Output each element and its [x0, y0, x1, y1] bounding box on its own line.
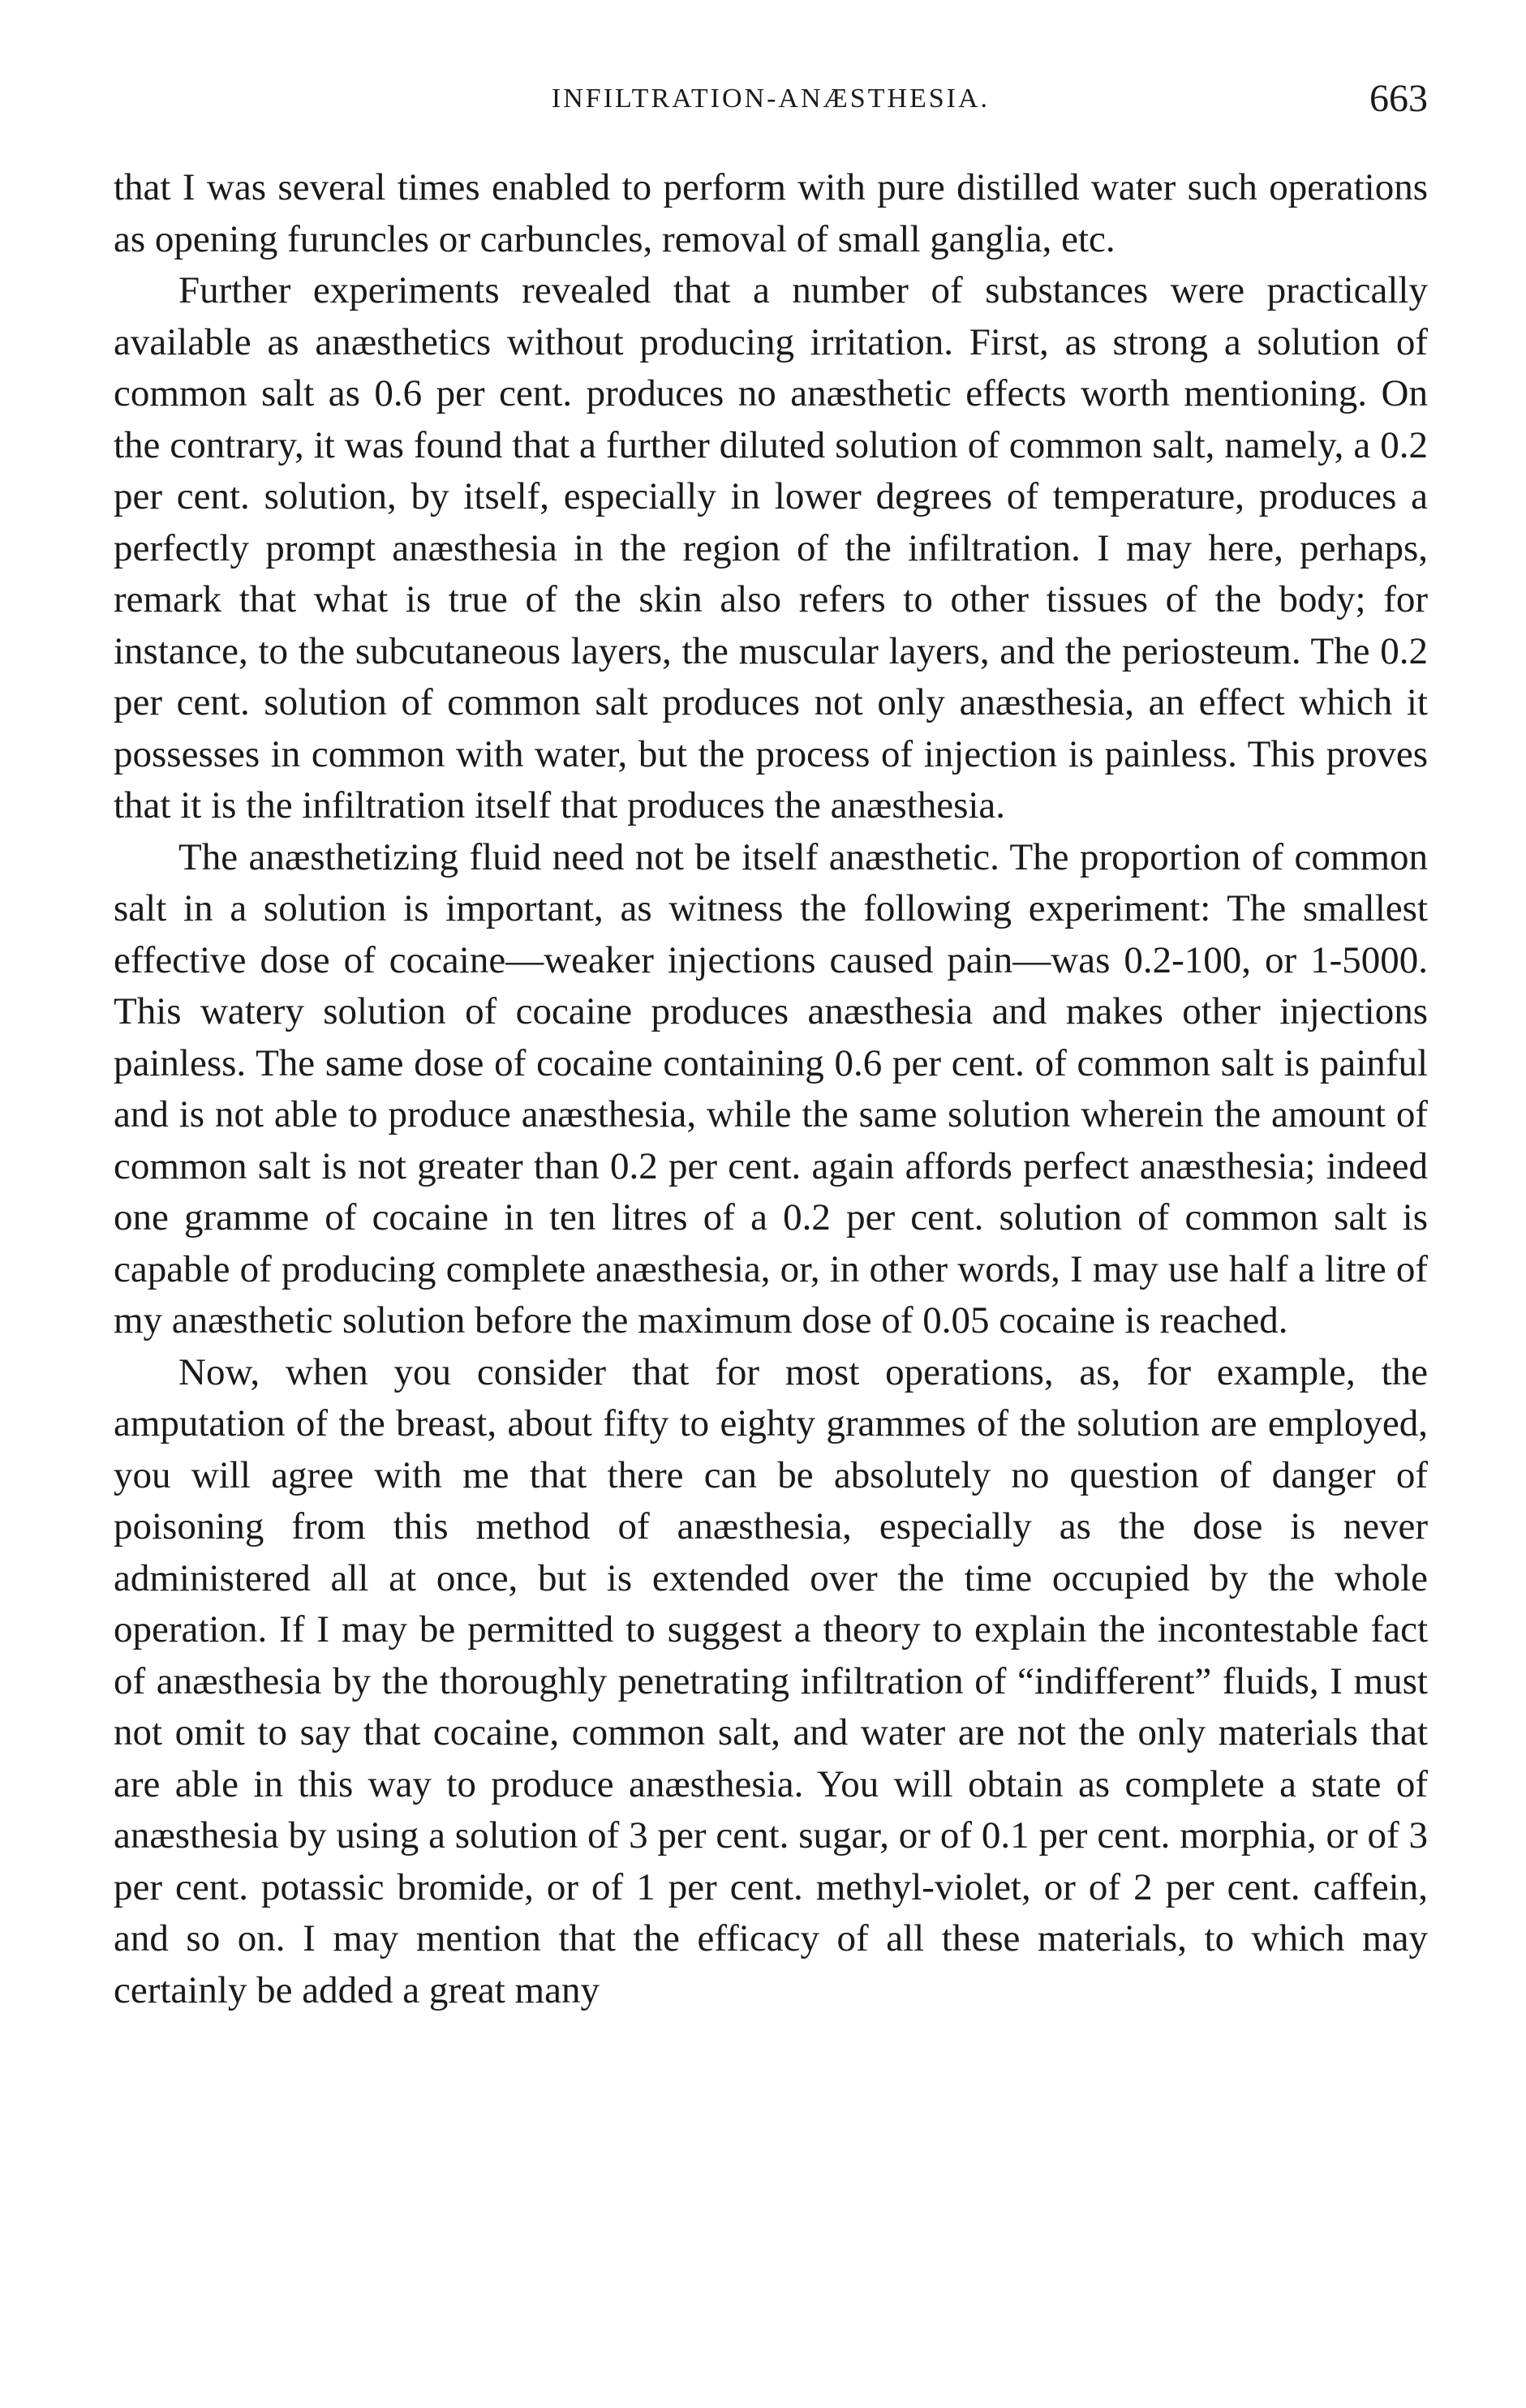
paragraph-anaesthetizing-fluid: The anæsthetizing fluid need not be itself anæsthetic. The proportion of common salt in a solution is important, as witness the following experiment: The smallest effective dose of cocaine—weaker injections caused pain—was 0.2-100, or 1-5000. This watery solution of cocaine produces anæsthesia and makes other injections painless. The same dose of cocaine containing 0.6 per cent. of common salt is painful and is not able to produce anæsthesia, while the same solution wherein the amount of common salt is not greater than 0.2 per cent. again affords perfect anæsthesia; indeed one gramme of cocaine in ten litres of a 0.2 per cent. solution of common salt is capable of producing complete anæsthesia, or, in other words, I may use half a litre of my anæsthetic solution before the maximum dose of 0.05 cocaine is reached. [114, 835, 1428, 1341]
paragraph-experiments: Further experiments revealed that a number of substances were practically available as anæsthetics without producing irritation. First, as strong a solution of common salt as 0.6 per cent. produces no anæsthetic effects worth mentioning. On the contrary, it was found that a further diluted solution of common salt, namely, a 0.2 per cent. solution, by itself, especially in lower degrees of temperature, produces a perfectly prompt anæsthesia in the region of the infiltration. I may here, perhaps, remark that what is true of the skin also refers to other tissues of the body; for instance, to the subcutaneous layers, the muscular layers, and the periosteum. The 0.2 per cent. solution of common salt produces not only anæsthesia, an effect which it possesses in common with water, but the process of injection is painless. This proves that it is the infiltration itself that produces the anæsthesia. [114, 269, 1428, 826]
paragraph-continuation: that I was several times enabled to perform with pure distilled water such operations as opening furuncles or carbuncles, removal of small ganglia, etc. [114, 166, 1428, 260]
body-text [114, 162, 1428, 2016]
running-head [114, 78, 1428, 127]
paragraph-operations: Now, when you consider that for most operations, as, for example, the amputation of the breast, about fifty to eighty grammes of the solution are employed, you will agree with me that there can be absolutely no question of danger of poisoning from this method of anæsthesia, especially as the dose is never administered all at once, but is extended over the time occupied by the whole operation. If I may be permitted to suggest a theory to explain the incontestable fact of anæsthesia by the thoroughly penetrating infiltration of “indifferent” fluids, I must not omit to say that cocaine, common salt, and water are not the only materials that are able in this way to produce anæsthesia. You will obtain as complete a state of anæsthesia by using a solution of 3 per cent. sugar, or of 0.1 per cent. morphia, or of 3 per cent. potassic bromide, or of 1 per cent. methyl-violet, or of 2 per cent. caffein, and so on. I may mention that the efficacy of all these materials, to which may certainly be added a great many [114, 1350, 1428, 2011]
page-number: 663 [1369, 77, 1428, 120]
running-title: INFILTRATION-ANÆSTHESIA. [551, 84, 991, 114]
